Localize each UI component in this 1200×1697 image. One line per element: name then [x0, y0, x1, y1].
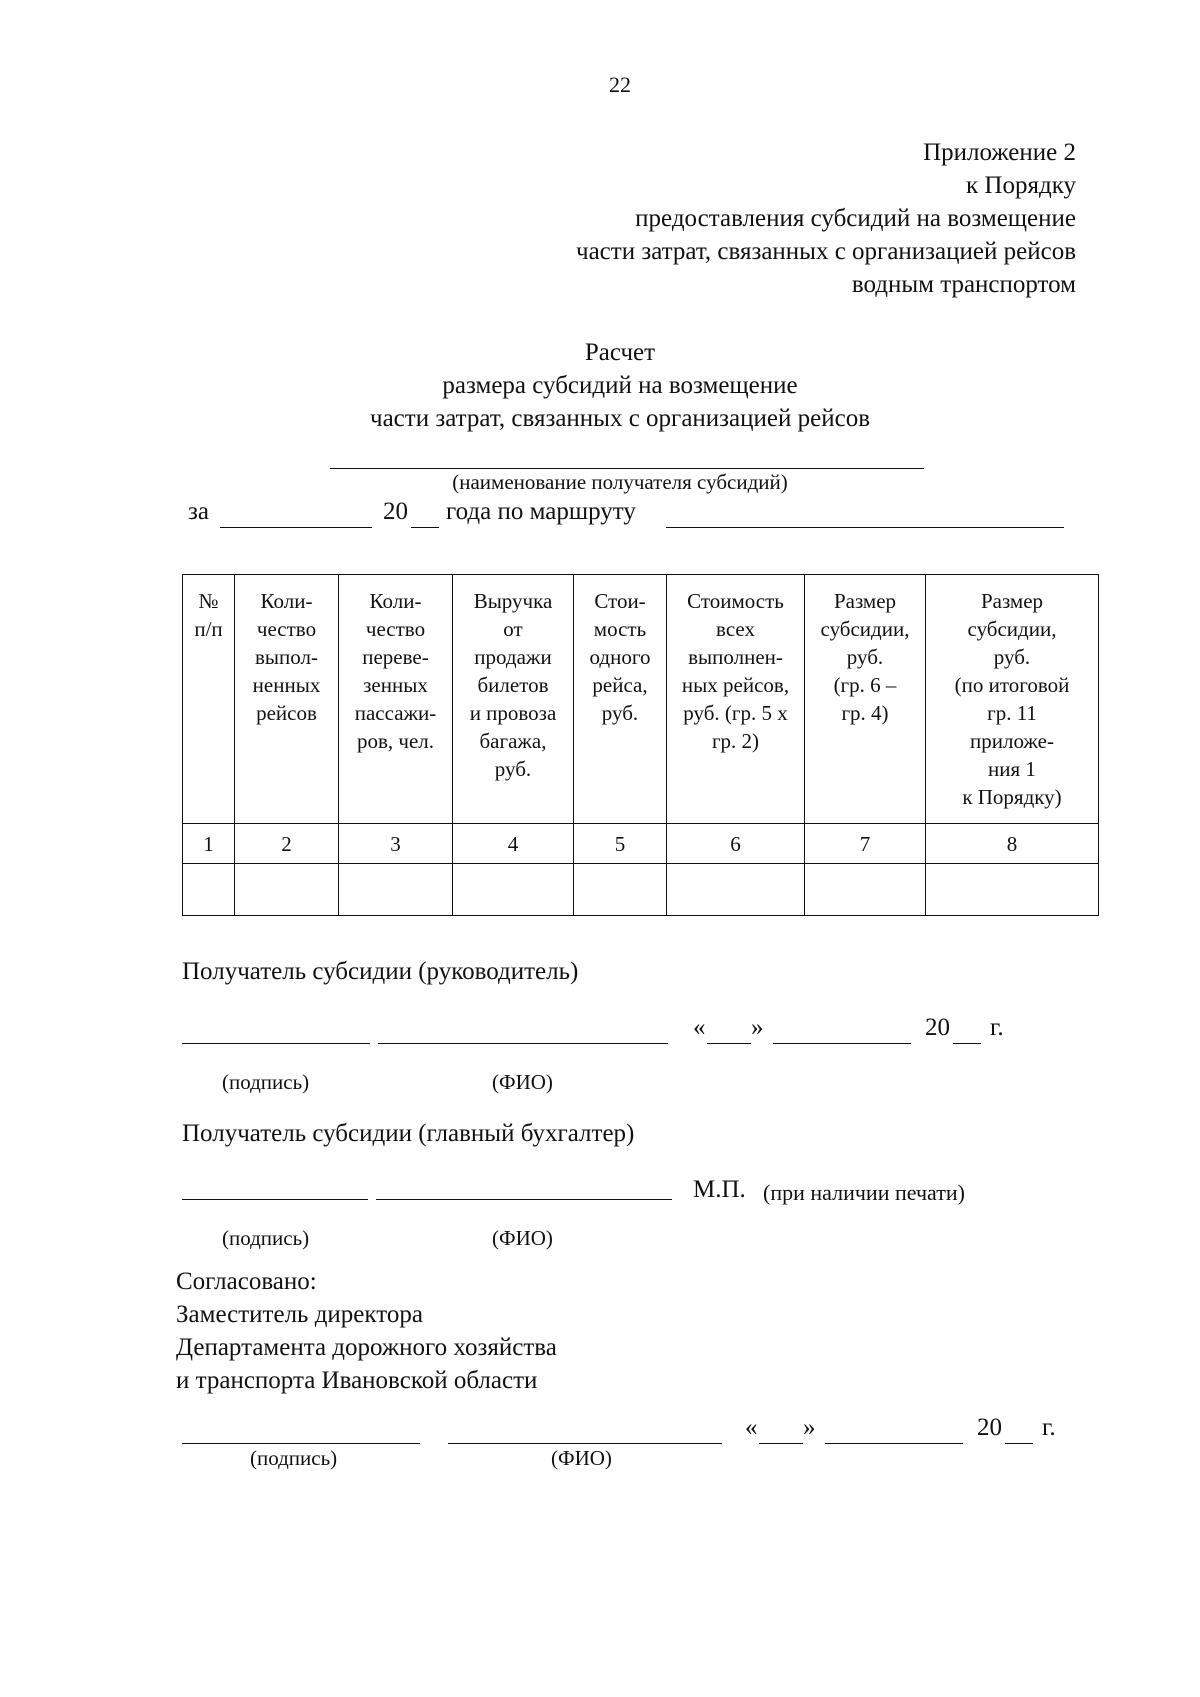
column-number: 8 [926, 824, 1099, 864]
table-cell[interactable] [926, 864, 1099, 916]
head-date-close-quote: » [751, 1014, 764, 1041]
period-year-prefix: 20 [383, 498, 408, 525]
stamp-label: М.П. [693, 1176, 746, 1203]
approver-date-open-quote: « [745, 1414, 758, 1441]
accountant-name-caption: (ФИО) [492, 1226, 553, 1250]
column-header: № п/п [183, 575, 235, 824]
approver-year-line[interactable] [1005, 1443, 1033, 1444]
approver-year-suffix: г. [1042, 1414, 1056, 1441]
column-header: Стои- мость одного рейса, руб. [574, 575, 667, 824]
head-day-line[interactable] [707, 1043, 751, 1044]
head-signature-line[interactable] [182, 1043, 370, 1044]
accountant-signature-label: Получатель субсидии (главный бухгалтер) [182, 1120, 635, 1147]
head-name-caption: (ФИО) [492, 1070, 553, 1094]
table-cell[interactable] [183, 864, 235, 916]
approver-signature-caption: (подпись) [250, 1446, 338, 1470]
column-number-row [183, 824, 1099, 864]
table-cell[interactable] [453, 864, 574, 916]
title-line: Расчет [584, 339, 656, 366]
appendix-line: части затрат, связанных с организацией рейсов [576, 238, 1076, 265]
approver-year-prefix: 20 [977, 1414, 1002, 1441]
recipient-name-line[interactable] [330, 468, 924, 469]
page-number: 22 [609, 72, 631, 97]
approver-day-line[interactable] [759, 1443, 803, 1444]
column-number: 2 [235, 824, 339, 864]
column-header: Размер субсидии, руб. (по итоговой гр. 11 приложе- ния 1 к Порядку) [926, 575, 1099, 824]
table-row [183, 864, 1099, 916]
appendix-line: водным транспортом [851, 271, 1076, 298]
accountant-signature-caption: (подпись) [222, 1226, 310, 1250]
appendix-line: предоставления субсидий на возмещение [635, 205, 1076, 232]
column-header: Коли- чество выпол- ненных рейсов [235, 575, 339, 824]
table-cell[interactable] [339, 864, 453, 916]
head-year-prefix: 20 [925, 1014, 950, 1041]
title-line: части затрат, связанных с организацией рейсов [370, 405, 870, 432]
approver-month-line[interactable] [825, 1443, 963, 1444]
head-year-suffix: г. [990, 1014, 1004, 1041]
stamp-note: (при наличии печати) [763, 1180, 965, 1205]
accountant-signature-line[interactable] [182, 1199, 368, 1200]
recipient-caption: (наименование получателя субсидий) [452, 470, 788, 494]
head-signature-caption: (подпись) [222, 1070, 310, 1094]
route-line[interactable] [666, 527, 1064, 528]
column-number: 4 [453, 824, 574, 864]
approval-line: Заместитель директора [176, 1301, 423, 1328]
table-cell[interactable] [805, 864, 926, 916]
head-date-open-quote: « [693, 1014, 706, 1041]
appendix-line: к Порядку [966, 172, 1076, 199]
approval-block [176, 1265, 557, 1397]
approval-line: Департамента дорожного хозяйства [176, 1334, 557, 1361]
table-header-row [183, 575, 1099, 824]
column-header: Выручка от продажи билетов и провоза багажа, руб. [453, 575, 574, 824]
table-cell[interactable] [574, 864, 667, 916]
head-month-line[interactable] [773, 1043, 911, 1044]
approver-date-close-quote: » [803, 1414, 816, 1441]
period-prefix: за [188, 498, 209, 525]
column-number: 5 [574, 824, 667, 864]
appendix-header [576, 136, 1076, 301]
approver-signature-line[interactable] [182, 1443, 420, 1444]
head-name-line[interactable] [378, 1043, 668, 1044]
column-number: 6 [667, 824, 805, 864]
title-line: размера субсидий на возмещение [442, 372, 798, 399]
accountant-name-line[interactable] [376, 1199, 672, 1200]
head-year-line[interactable] [953, 1043, 981, 1044]
column-header: Стоимость всех выполнен- ных рейсов, руб. (гр. 5 х гр. 2) [667, 575, 805, 824]
column-header: Коли- чество переве- зенных пассажи- ров, чел. [339, 575, 453, 824]
period-month-line[interactable] [220, 527, 372, 528]
table-cell[interactable] [235, 864, 339, 916]
approval-line: Согласовано: [176, 1268, 317, 1295]
period-year-line[interactable] [411, 527, 439, 528]
approver-name-caption: (ФИО) [551, 1446, 612, 1470]
column-number: 7 [805, 824, 926, 864]
document-title [0, 336, 1200, 435]
appendix-line: Приложение 2 [923, 139, 1076, 166]
head-signature-label: Получатель субсидии (руководитель) [182, 958, 579, 985]
calculation-table [182, 574, 1099, 916]
table-cell[interactable] [667, 864, 805, 916]
period-route-text: года по маршруту [446, 498, 636, 525]
approval-line: и транспорта Ивановской области [176, 1367, 538, 1394]
column-header: Размер субсидии, руб. (гр. 6 – гр. 4) [805, 575, 926, 824]
column-number: 1 [183, 824, 235, 864]
approver-name-line[interactable] [448, 1443, 722, 1444]
column-number: 3 [339, 824, 453, 864]
